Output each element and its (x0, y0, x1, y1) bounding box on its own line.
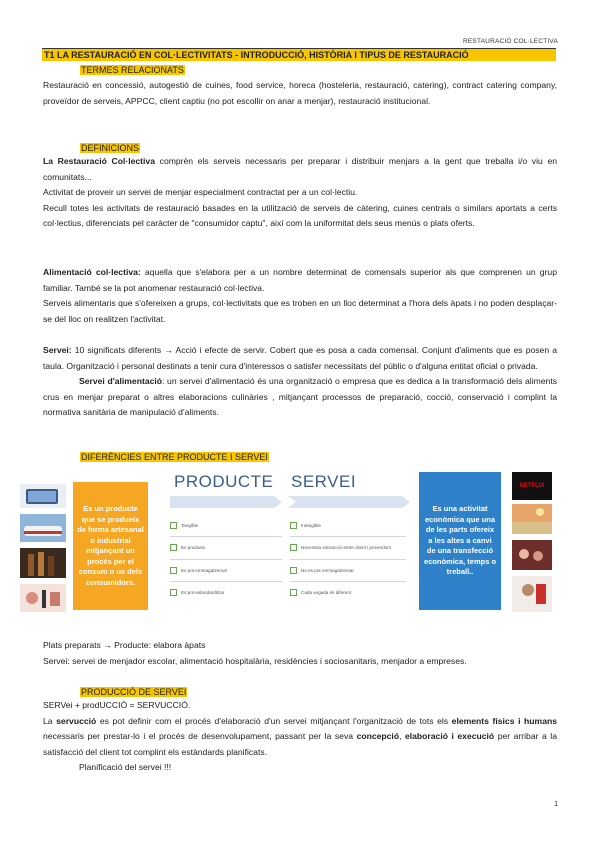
def-p7-bold: Servei d'alimentació (79, 376, 163, 387)
def-p2: Activitat de proveir un servei de menjar especialment contractat per a un col·lectiu. (43, 187, 358, 198)
alimentacio-block (43, 265, 557, 327)
bottles-photo (20, 548, 66, 578)
producte-row: Tangible (170, 514, 282, 536)
tablet-photo (20, 484, 66, 508)
servei-row: Intangible (290, 514, 406, 536)
producte-column-title: PRODUCTE (174, 472, 274, 491)
def-p4-text: aquella que s'elabora per a un nombre determinat de comensals superior als que comprenen un grup familiar. També se la pot anomenar restauració col·lectiva. (43, 267, 557, 293)
servei-row: No es pot emmagatzemar (290, 559, 406, 581)
def-p6-text: 10 significats diferents → Acció i efecte de servir. Cobert que es posa a cada comensal. Conjunt d'aliments que es posen a taula. Organització i personal destinats a tenir cura d'interessos o satisfer necessitats del públic o d'alguna entitat oficial o privada. (43, 345, 557, 371)
servei-row: Necessita interacció entre client i proveïdors (290, 537, 406, 559)
def-p4-bold: Alimentació col·lectiva: (43, 267, 141, 277)
servuccio-formula: SERVei + prodUCCIÓ = SERVUCCIÓ. (43, 700, 191, 710)
netflix-logo: NETFLIX (512, 472, 552, 500)
produccio-heading: PRODUCCIÓ DE SERVEI (81, 687, 187, 697)
def-p1-bold: La Restauració Col·lectiva (43, 156, 155, 166)
def-p5: Serveis alimentaris que s'ofereixen a grups, col·lectivitats que es troben en un lloc determinat a l'hora dels àpats i no poden desplaçar-se del lloc on realitzen l'activitat. (43, 298, 557, 324)
makeup-photo (20, 584, 66, 612)
servei-row: Cada vegada és diferent (290, 582, 406, 604)
produccio-block (43, 698, 557, 776)
product-photos (18, 484, 68, 614)
servei-definition-box: Es una activitat econòmica que una de les parts ofereix a les altes a canvi de una transfecció econòmica, temps o treball.. (419, 472, 501, 610)
diferencies-heading: DIFERÈNCIES ENTRE PRODUCTE I SERVEI (81, 452, 268, 462)
servei-column-title: SERVEI (291, 472, 357, 491)
producte-row: Es pot emmagatzemar (170, 559, 282, 581)
servuccio-definition: La servucció es pot definir com el procés d'elaboració d'un servei mitjançant l'organització de tots els elements físics i humans necessaris per prestar-lo i el procés de desenvolupament, passant per la seva concepció, elaboració i execució per arribar a la satisfacció del client tot complint els estàndards planificats. (43, 715, 558, 757)
definicions-block (43, 154, 557, 232)
page-number: 1 (554, 801, 558, 808)
hairdresser-photo (512, 576, 552, 612)
note-line-1: Plats preparats → Producte: elabora àpats (43, 640, 206, 650)
producte-rows (170, 514, 282, 604)
note-line-2: Servei: servei de menjador escolar, alimentació hospitalària, residències i sociosanitaris, menjador a empreses. (43, 655, 467, 666)
def-p6-bold: Servei: (43, 345, 72, 355)
running-header: RESTAURACIÓ COL·LECTIVA (462, 38, 558, 45)
dinner-photo (512, 540, 552, 570)
diferencies-notes (43, 638, 557, 669)
train-photo (20, 514, 66, 542)
producte-definition-box: Es un producte que se produeix de forma artesanal o industrial mitjançant un procés per el consum o us dels consumidors. (73, 482, 148, 610)
servei-block (43, 343, 557, 421)
planificacio-note: Planificació del servei !!! (79, 762, 172, 773)
termes-heading: TERMES RELACIONATS (81, 65, 184, 75)
service-photos (512, 504, 552, 614)
definicions-heading: DEFINICIONS (81, 143, 140, 153)
beach-photo (512, 504, 552, 534)
servei-rows (290, 514, 406, 604)
def-p7-text: : un servei d'alimentació és una organització o empresa que es dedica a la transformació dels aliments crus en menjar preparat o altres elaboracions culinàries , mitjançant processos de preparació, cocció, conservació i complint la normativa sanitària de manipulació d'aliments. (43, 376, 558, 418)
document-title: T1 LA RESTAURACIÓ EN COL·LECTIVITATS - INTRODUCCIÓ, HISTÒRIA I TIPUS DE RESTAURACIÓ (42, 49, 556, 61)
def-p1-text: comprèn els serveis necessaris per preparar i distribuir menjars a la gent que treballa i/o viu en comunitats... (43, 156, 557, 182)
def-p3: Recull totes les activitats de restauració basades en la utilització de serveis de càtering, cuines centrals o similars aportats a certs col·lectius, diferenciats pel caràcter de "consumidor captu", així com la uniformitat dels seus menús o plats oferts. (43, 202, 557, 229)
producte-row: Es produeix (170, 537, 282, 559)
comparison-arrows (170, 496, 416, 508)
termes-text: Restauració en concessió, autogestió de cuines, food service, horeca (hosteleria, restauració, catering), contract catering company, proveïdor de serveis, APPCC, client captiu (no pot escollir on anar a menjar), restauració institucional. (43, 80, 557, 106)
producte-row: Es pot estandarditzar (170, 582, 282, 604)
termes-paragraph (43, 78, 557, 109)
